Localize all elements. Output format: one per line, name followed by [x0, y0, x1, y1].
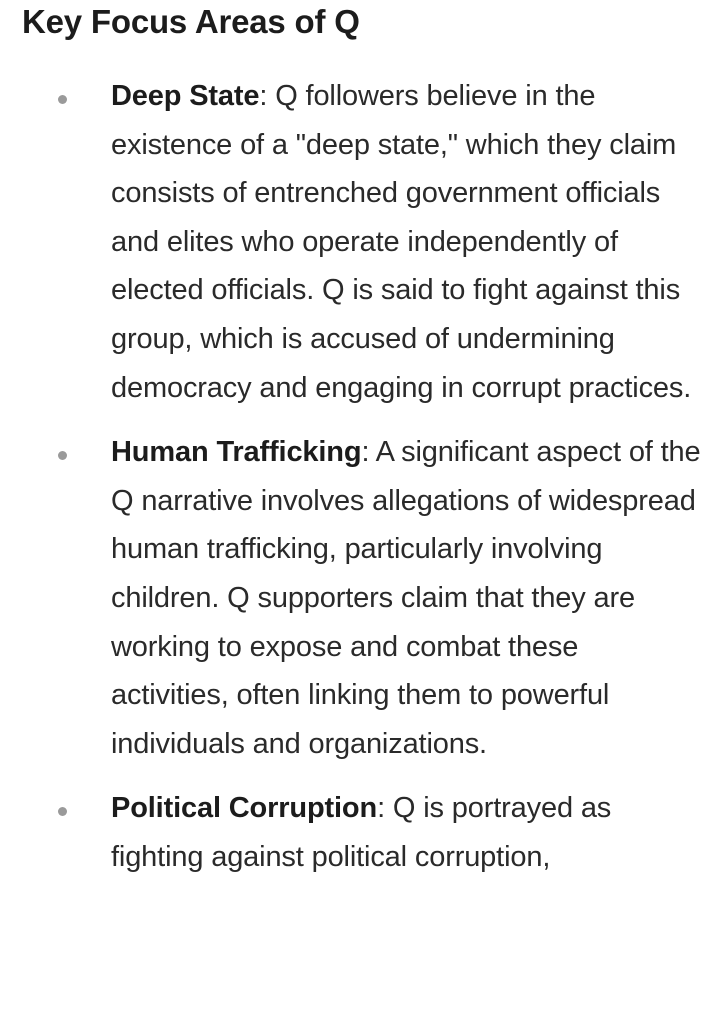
- list-item-term: Deep State: [111, 80, 260, 112]
- list-item-term: Political Corruption: [111, 792, 378, 825]
- list-item-term: Human Trafficking: [111, 436, 362, 469]
- list-item-political-corruption: [0, 784, 701, 881]
- bullet-icon: [58, 95, 67, 104]
- list-item-text: [111, 72, 701, 412]
- list-item-text: [111, 784, 701, 881]
- list-item-separator: :: [361, 436, 376, 469]
- list-item-separator: :: [259, 80, 276, 112]
- bullet-icon: [58, 451, 67, 460]
- list-item-separator: :: [377, 792, 393, 825]
- bullet-icon: [58, 807, 67, 816]
- list-item-text: [111, 428, 701, 768]
- focus-areas-list: [0, 72, 727, 898]
- list-item-deep-state: [0, 72, 701, 412]
- list-item-description: Q is portrayed as fighting against political corruption,: [111, 792, 612, 873]
- list-item-human-trafficking: [0, 428, 701, 768]
- list-item-description: Q followers believe in the existence of a "deep state," which they claim consists of entrenched government officials and elites who operate independently of elected officials. Q is said to fight against this group, which is accused of undermining democracy and engaging in corrupt practices.: [111, 80, 692, 404]
- list-item-description: A significant aspect of the Q narrative involves allegations of widespread human trafficking, particularly involving children. Q supporters claim that they are working to expose and combat these activities, often linking them to powerful individuals and organizations.: [111, 436, 701, 760]
- section-heading: Key Focus Areas of Q: [22, 3, 360, 40]
